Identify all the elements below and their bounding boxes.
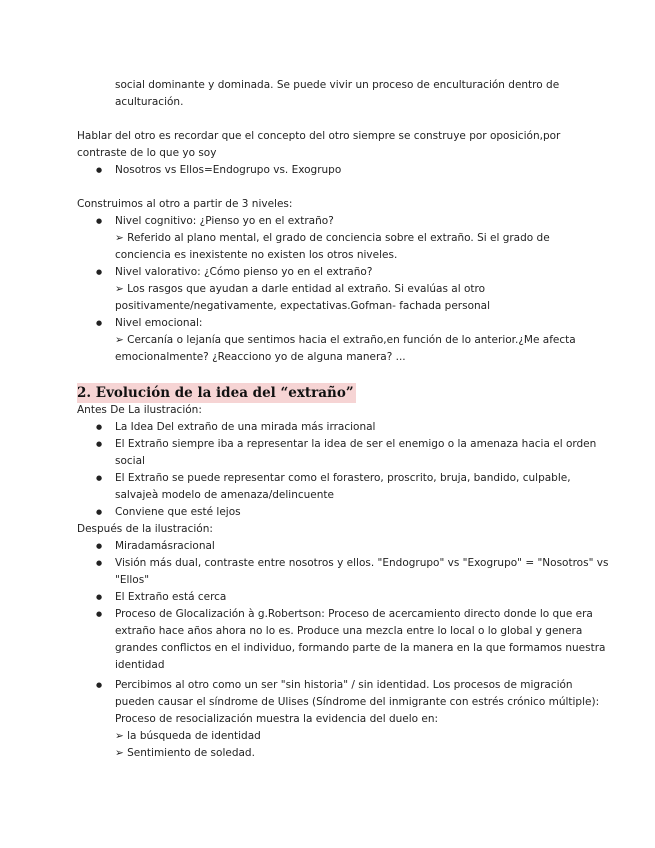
bullet-dot-icon: ● [96,166,103,174]
bullet-dot-icon: ● [96,319,103,327]
bullet-dot-icon: ● [96,440,103,448]
list-item: La Idea Del extraño de una mirada más irracional [115,421,376,433]
list-item: Miradamásracional [115,540,215,552]
text-line: Después de la ilustración: [77,523,213,535]
bullet-dot-icon: ● [96,542,103,550]
section-heading: 2. Evolución de la idea del “extraño” [77,385,354,401]
bullet-dot-icon: ● [96,593,103,601]
bullet-dot-icon: ● [96,217,103,225]
text-line: Hablar del otro es recordar que el concepto del otro siempre se construye por oposición,por [77,130,561,142]
text-line: grandes conflictos en el individuo, formando parte de la manera en la que formamos nuestra [115,642,606,654]
text-line: Proceso de resocialización muestra la evidencia del duelo en: [115,713,439,725]
list-item: Visión más dual, contraste entre nosotros y ellos. "Endogrupo" vs "Exogrupo" = "Nosotros" vs [115,557,609,569]
text-line: Construimos al otro a partir de 3 niveles: [77,198,293,210]
text-line: identidad [115,659,165,671]
list-item: El Extraño siempre iba a representar la idea de ser el enemigo o la amenaza hacia el orden [115,438,597,450]
text-line: conciencia es inexistente no existen los otros niveles. [115,249,398,261]
list-item: Nivel cognitivo: ¿Pienso yo en el extraño? [115,215,334,227]
text-line: extraño hace años ahora no lo es. Produce una mezcla entre lo local o lo global y genera [115,625,583,637]
text-line: Antes De La ilustración: [77,404,202,416]
text-line: "Ellos" [115,574,150,586]
text-line: positivamente/negativamente, expectativas.Gofman- fachada personal [115,300,491,312]
text-line: social [115,455,145,467]
text-line: pueden causar el síndrome de Ulises (Síndrome del inmigrante con estrés crónico múltiple): [115,696,600,708]
list-item: El Extraño está cerca [115,591,227,603]
bullet-dot-icon: ● [96,423,103,431]
list-item: Conviene que esté lejos [115,506,241,518]
list-item: Nivel emocional: [115,317,203,329]
bullet-dot-icon: ● [96,508,103,516]
list-item: Percibimos al otro como un ser "sin historia" / sin identidad. Los procesos de migración [115,679,573,691]
text-line: contraste de lo que yo soy [77,147,217,159]
list-item: Proceso de Glocalización à g.Robertson: Proceso de acercamiento directo donde lo que era [115,608,593,620]
bullet-dot-icon: ● [96,610,103,618]
text-line: ➢ Cercanía o lejanía que sentimos hacia el extraño,en función de lo anterior.¿Me afecta [115,334,576,346]
text-line: emocionalmente? ¿Reacciono yo de alguna manera? ... [115,351,406,363]
bullet-dot-icon: ● [96,681,103,689]
text-line: ➢ Referido al plano mental, el grado de conciencia sobre el extraño. Si el grado de [115,232,550,244]
bullet-dot-icon: ● [96,474,103,482]
text-line: ➢ Los rasgos que ayudan a darle entidad al extraño. Si evalúas al otro [115,283,486,295]
list-item: El Extraño se puede representar como el forastero, proscrito, bruja, bandido, culpable, [115,472,571,484]
bullet-dot-icon: ● [96,559,103,567]
text-line: ➢ Sentimiento de soledad. [115,747,255,759]
text-line: salvajeà modelo de amenaza/delincuente [115,489,334,501]
text-line: ➢ la búsqueda de identidad [115,730,261,742]
list-item: Nivel valorativo: ¿Cómo pienso yo en el extraño? [115,266,373,278]
text-line: aculturación. [115,96,184,108]
bullet-dot-icon: ● [96,268,103,276]
text-line: social dominante y dominada. Se puede vivir un proceso de enculturación dentro de [115,79,560,91]
list-item: Nosotros vs Ellos=Endogrupo vs. Exogrupo [115,164,342,176]
